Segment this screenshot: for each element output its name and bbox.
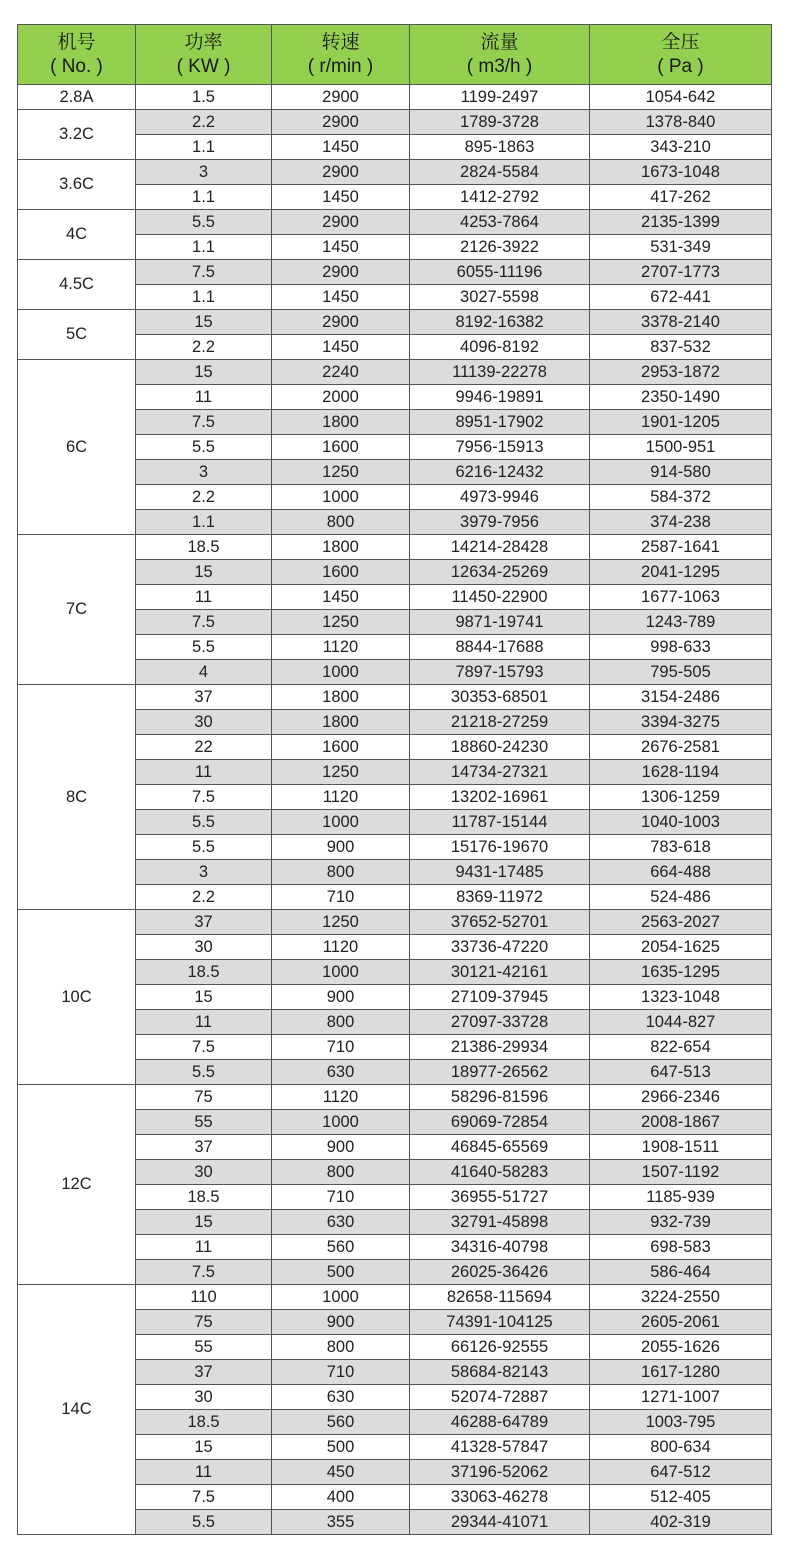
power-cell: 11 — [136, 1460, 272, 1485]
power-cell: 11 — [136, 1010, 272, 1035]
pressure-cell: 1628-1194 — [590, 760, 772, 785]
speed-cell: 630 — [272, 1385, 410, 1410]
table-row — [18, 210, 772, 235]
flow-cell: 9946-19891 — [410, 385, 590, 410]
flow-cell: 11450-22900 — [410, 585, 590, 610]
speed-cell: 1250 — [272, 760, 410, 785]
power-cell: 15 — [136, 560, 272, 585]
speed-cell: 1000 — [272, 810, 410, 835]
pressure-cell: 2563-2027 — [590, 910, 772, 935]
pressure-cell: 672-441 — [590, 285, 772, 310]
speed-cell: 710 — [272, 885, 410, 910]
table-row — [18, 1285, 772, 1310]
flow-cell: 14214-28428 — [410, 535, 590, 560]
speed-cell: 500 — [272, 1260, 410, 1285]
pressure-cell: 2350-1490 — [590, 385, 772, 410]
speed-cell: 560 — [272, 1235, 410, 1260]
power-cell: 22 — [136, 735, 272, 760]
fan-performance-table — [17, 24, 772, 1535]
table-row — [18, 260, 772, 285]
model-cell: 6C — [18, 360, 136, 535]
pressure-cell: 822-654 — [590, 1035, 772, 1060]
flow-cell: 37652-52701 — [410, 910, 590, 935]
speed-cell: 1000 — [272, 485, 410, 510]
power-cell: 15 — [136, 985, 272, 1010]
flow-cell: 33063-46278 — [410, 1485, 590, 1510]
table-row — [18, 160, 772, 185]
flow-cell: 8192-16382 — [410, 310, 590, 335]
flow-cell: 8844-17688 — [410, 635, 590, 660]
speed-cell: 1600 — [272, 435, 410, 460]
pressure-cell: 2587-1641 — [590, 535, 772, 560]
pressure-cell: 837-532 — [590, 335, 772, 360]
speed-cell: 1450 — [272, 585, 410, 610]
power-cell: 7.5 — [136, 410, 272, 435]
pressure-cell: 1673-1048 — [590, 160, 772, 185]
power-cell: 37 — [136, 1360, 272, 1385]
pressure-cell: 586-464 — [590, 1260, 772, 1285]
header-power: 功率 ( KW ) — [136, 25, 272, 85]
pressure-cell: 1617-1280 — [590, 1360, 772, 1385]
power-cell: 1.1 — [136, 510, 272, 535]
power-cell: 7.5 — [136, 785, 272, 810]
header-pressure: 全压 ( Pa ) — [590, 25, 772, 85]
pressure-cell: 1901-1205 — [590, 410, 772, 435]
power-cell: 11 — [136, 385, 272, 410]
flow-cell: 1789-3728 — [410, 110, 590, 135]
flow-cell: 6055-11196 — [410, 260, 590, 285]
speed-cell: 1000 — [272, 960, 410, 985]
flow-cell: 2824-5584 — [410, 160, 590, 185]
speed-cell: 1000 — [272, 660, 410, 685]
pressure-cell: 2605-2061 — [590, 1310, 772, 1335]
power-cell: 55 — [136, 1110, 272, 1135]
power-cell: 5.5 — [136, 810, 272, 835]
power-cell: 2.2 — [136, 110, 272, 135]
flow-cell: 41328-57847 — [410, 1435, 590, 1460]
flow-cell: 21218-27259 — [410, 710, 590, 735]
speed-cell: 1120 — [272, 935, 410, 960]
flow-cell: 9431-17485 — [410, 860, 590, 885]
flow-cell: 1412-2792 — [410, 185, 590, 210]
pressure-cell: 1271-1007 — [590, 1385, 772, 1410]
flow-cell: 14734-27321 — [410, 760, 590, 785]
power-cell: 1.5 — [136, 85, 272, 110]
flow-cell: 18860-24230 — [410, 735, 590, 760]
power-cell: 1.1 — [136, 235, 272, 260]
speed-cell: 800 — [272, 860, 410, 885]
pressure-cell: 2041-1295 — [590, 560, 772, 585]
power-cell: 15 — [136, 1435, 272, 1460]
pressure-cell: 2966-2346 — [590, 1085, 772, 1110]
speed-cell: 500 — [272, 1435, 410, 1460]
power-cell: 18.5 — [136, 1410, 272, 1435]
speed-cell: 2900 — [272, 310, 410, 335]
flow-cell: 36955-51727 — [410, 1185, 590, 1210]
flow-cell: 82658-115694 — [410, 1285, 590, 1310]
power-cell: 7.5 — [136, 260, 272, 285]
pressure-cell: 3378-2140 — [590, 310, 772, 335]
pressure-cell: 800-634 — [590, 1435, 772, 1460]
power-cell: 4 — [136, 660, 272, 685]
speed-cell: 630 — [272, 1210, 410, 1235]
flow-cell: 895-1863 — [410, 135, 590, 160]
table-row — [18, 910, 772, 935]
speed-cell: 2240 — [272, 360, 410, 385]
pressure-cell: 1040-1003 — [590, 810, 772, 835]
speed-cell: 1120 — [272, 635, 410, 660]
table-row — [18, 110, 772, 135]
speed-cell: 800 — [272, 1335, 410, 1360]
pressure-cell: 1185-939 — [590, 1185, 772, 1210]
flow-cell: 3027-5598 — [410, 285, 590, 310]
speed-cell: 1800 — [272, 410, 410, 435]
pressure-cell: 1054-642 — [590, 85, 772, 110]
speed-cell: 355 — [272, 1510, 410, 1535]
power-cell: 18.5 — [136, 960, 272, 985]
table-row — [18, 685, 772, 710]
pressure-cell: 3224-2550 — [590, 1285, 772, 1310]
pressure-cell: 2953-1872 — [590, 360, 772, 385]
header-row — [18, 25, 772, 85]
speed-cell: 1600 — [272, 560, 410, 585]
pressure-cell: 2008-1867 — [590, 1110, 772, 1135]
header-model: 机号 ( No. ) — [18, 25, 136, 85]
model-cell: 14C — [18, 1285, 136, 1535]
pressure-cell: 664-488 — [590, 860, 772, 885]
speed-cell: 630 — [272, 1060, 410, 1085]
speed-cell: 400 — [272, 1485, 410, 1510]
speed-cell: 1250 — [272, 460, 410, 485]
speed-cell: 900 — [272, 835, 410, 860]
table-row — [18, 1085, 772, 1110]
speed-cell: 1000 — [272, 1110, 410, 1135]
pressure-cell: 795-505 — [590, 660, 772, 685]
power-cell: 2.2 — [136, 335, 272, 360]
flow-cell: 6216-12432 — [410, 460, 590, 485]
flow-cell: 58296-81596 — [410, 1085, 590, 1110]
power-cell: 1.1 — [136, 185, 272, 210]
flow-cell: 30353-68501 — [410, 685, 590, 710]
power-cell: 5.5 — [136, 435, 272, 460]
power-cell: 2.2 — [136, 885, 272, 910]
pressure-cell: 1908-1511 — [590, 1135, 772, 1160]
pressure-cell: 512-405 — [590, 1485, 772, 1510]
model-cell: 2.8A — [18, 85, 136, 110]
header-flow: 流量 ( m3/h ) — [410, 25, 590, 85]
flow-cell: 34316-40798 — [410, 1235, 590, 1260]
flow-cell: 66126-92555 — [410, 1335, 590, 1360]
pressure-cell: 1635-1295 — [590, 960, 772, 985]
flow-cell: 41640-58283 — [410, 1160, 590, 1185]
speed-cell: 900 — [272, 1135, 410, 1160]
speed-cell: 2900 — [272, 85, 410, 110]
pressure-cell: 524-486 — [590, 885, 772, 910]
speed-cell: 1450 — [272, 185, 410, 210]
power-cell: 30 — [136, 935, 272, 960]
model-cell: 12C — [18, 1085, 136, 1285]
flow-cell: 27097-33728 — [410, 1010, 590, 1035]
speed-cell: 900 — [272, 985, 410, 1010]
power-cell: 75 — [136, 1085, 272, 1110]
flow-cell: 37196-52062 — [410, 1460, 590, 1485]
flow-cell: 74391-104125 — [410, 1310, 590, 1335]
power-cell: 5.5 — [136, 210, 272, 235]
flow-cell: 33736-47220 — [410, 935, 590, 960]
pressure-cell: 531-349 — [590, 235, 772, 260]
pressure-cell: 1306-1259 — [590, 785, 772, 810]
power-cell: 3 — [136, 860, 272, 885]
speed-cell: 2900 — [272, 260, 410, 285]
flow-cell: 2126-3922 — [410, 235, 590, 260]
speed-cell: 2900 — [272, 160, 410, 185]
pressure-cell: 1243-789 — [590, 610, 772, 635]
flow-cell: 7956-15913 — [410, 435, 590, 460]
table-row — [18, 535, 772, 560]
flow-cell: 8951-17902 — [410, 410, 590, 435]
power-cell: 18.5 — [136, 1185, 272, 1210]
flow-cell: 52074-72887 — [410, 1385, 590, 1410]
model-cell: 5C — [18, 310, 136, 360]
flow-cell: 46845-65569 — [410, 1135, 590, 1160]
model-cell: 4C — [18, 210, 136, 260]
pressure-cell: 402-319 — [590, 1510, 772, 1535]
flow-cell: 32791-45898 — [410, 1210, 590, 1235]
model-cell: 8C — [18, 685, 136, 910]
pressure-cell: 2055-1626 — [590, 1335, 772, 1360]
flow-cell: 58684-82143 — [410, 1360, 590, 1385]
pressure-cell: 647-512 — [590, 1460, 772, 1485]
pressure-cell: 584-372 — [590, 485, 772, 510]
pressure-cell: 1677-1063 — [590, 585, 772, 610]
power-cell: 37 — [136, 685, 272, 710]
model-cell: 3.2C — [18, 110, 136, 160]
pressure-cell: 783-618 — [590, 835, 772, 860]
power-cell: 18.5 — [136, 535, 272, 560]
pressure-cell: 2135-1399 — [590, 210, 772, 235]
speed-cell: 2000 — [272, 385, 410, 410]
model-cell: 7C — [18, 535, 136, 685]
speed-cell: 800 — [272, 1160, 410, 1185]
flow-cell: 1199-2497 — [410, 85, 590, 110]
pressure-cell: 1378-840 — [590, 110, 772, 135]
power-cell: 5.5 — [136, 635, 272, 660]
flow-cell: 12634-25269 — [410, 560, 590, 585]
speed-cell: 1250 — [272, 610, 410, 635]
power-cell: 15 — [136, 310, 272, 335]
power-cell: 15 — [136, 1210, 272, 1235]
power-cell: 3 — [136, 160, 272, 185]
speed-cell: 2900 — [272, 110, 410, 135]
pressure-cell: 2676-2581 — [590, 735, 772, 760]
flow-cell: 8369-11972 — [410, 885, 590, 910]
speed-cell: 1450 — [272, 135, 410, 160]
power-cell: 11 — [136, 760, 272, 785]
power-cell: 30 — [136, 710, 272, 735]
flow-cell: 21386-29934 — [410, 1035, 590, 1060]
flow-cell: 29344-41071 — [410, 1510, 590, 1535]
pressure-cell: 374-238 — [590, 510, 772, 535]
speed-cell: 1800 — [272, 535, 410, 560]
model-cell: 3.6C — [18, 160, 136, 210]
pressure-cell: 343-210 — [590, 135, 772, 160]
speed-cell: 1250 — [272, 910, 410, 935]
pressure-cell: 914-580 — [590, 460, 772, 485]
speed-cell: 800 — [272, 510, 410, 535]
flow-cell: 11787-15144 — [410, 810, 590, 835]
flow-cell: 30121-42161 — [410, 960, 590, 985]
pressure-cell: 1323-1048 — [590, 985, 772, 1010]
speed-cell: 1450 — [272, 335, 410, 360]
model-cell: 4.5C — [18, 260, 136, 310]
power-cell: 11 — [136, 585, 272, 610]
power-cell: 5.5 — [136, 1060, 272, 1085]
speed-cell: 1000 — [272, 1285, 410, 1310]
speed-cell: 2900 — [272, 210, 410, 235]
speed-cell: 710 — [272, 1360, 410, 1385]
pressure-cell: 417-262 — [590, 185, 772, 210]
speed-cell: 1800 — [272, 710, 410, 735]
pressure-cell: 3154-2486 — [590, 685, 772, 710]
pressure-cell: 2054-1625 — [590, 935, 772, 960]
power-cell: 7.5 — [136, 610, 272, 635]
pressure-cell: 998-633 — [590, 635, 772, 660]
power-cell: 1.1 — [136, 135, 272, 160]
flow-cell: 7897-15793 — [410, 660, 590, 685]
power-cell: 30 — [136, 1385, 272, 1410]
flow-cell: 9871-19741 — [410, 610, 590, 635]
table-header — [18, 25, 772, 85]
speed-cell: 1120 — [272, 1085, 410, 1110]
pressure-cell: 1044-827 — [590, 1010, 772, 1035]
flow-cell: 69069-72854 — [410, 1110, 590, 1135]
power-cell: 2.2 — [136, 485, 272, 510]
power-cell: 7.5 — [136, 1260, 272, 1285]
pressure-cell: 2707-1773 — [590, 260, 772, 285]
flow-cell: 46288-64789 — [410, 1410, 590, 1435]
speed-cell: 1450 — [272, 285, 410, 310]
table-row — [18, 85, 772, 110]
table-row — [18, 310, 772, 335]
model-cell: 10C — [18, 910, 136, 1085]
speed-cell: 1600 — [272, 735, 410, 760]
speed-cell: 710 — [272, 1185, 410, 1210]
flow-cell: 26025-36426 — [410, 1260, 590, 1285]
power-cell: 1.1 — [136, 285, 272, 310]
power-cell: 3 — [136, 460, 272, 485]
flow-cell: 13202-16961 — [410, 785, 590, 810]
pressure-cell: 1507-1192 — [590, 1160, 772, 1185]
speed-cell: 1450 — [272, 235, 410, 260]
power-cell: 15 — [136, 360, 272, 385]
pressure-cell: 1003-795 — [590, 1410, 772, 1435]
power-cell: 110 — [136, 1285, 272, 1310]
power-cell: 37 — [136, 910, 272, 935]
speed-cell: 800 — [272, 1010, 410, 1035]
table-body — [18, 85, 772, 1535]
power-cell: 30 — [136, 1160, 272, 1185]
header-speed: 转速 ( r/min ) — [272, 25, 410, 85]
table-row — [18, 360, 772, 385]
power-cell: 5.5 — [136, 835, 272, 860]
speed-cell: 710 — [272, 1035, 410, 1060]
pressure-cell: 3394-3275 — [590, 710, 772, 735]
flow-cell: 18977-26562 — [410, 1060, 590, 1085]
flow-cell: 15176-19670 — [410, 835, 590, 860]
pressure-cell: 1500-951 — [590, 435, 772, 460]
power-cell: 55 — [136, 1335, 272, 1360]
speed-cell: 900 — [272, 1310, 410, 1335]
pressure-cell: 698-583 — [590, 1235, 772, 1260]
power-cell: 7.5 — [136, 1485, 272, 1510]
pressure-cell: 932-739 — [590, 1210, 772, 1235]
pressure-cell: 647-513 — [590, 1060, 772, 1085]
speed-cell: 1120 — [272, 785, 410, 810]
power-cell: 37 — [136, 1135, 272, 1160]
flow-cell: 4973-9946 — [410, 485, 590, 510]
flow-cell: 3979-7956 — [410, 510, 590, 535]
flow-cell: 4253-7864 — [410, 210, 590, 235]
power-cell: 75 — [136, 1310, 272, 1335]
speed-cell: 450 — [272, 1460, 410, 1485]
flow-cell: 11139-22278 — [410, 360, 590, 385]
speed-cell: 560 — [272, 1410, 410, 1435]
power-cell: 5.5 — [136, 1510, 272, 1535]
power-cell: 7.5 — [136, 1035, 272, 1060]
speed-cell: 1800 — [272, 685, 410, 710]
flow-cell: 27109-37945 — [410, 985, 590, 1010]
flow-cell: 4096-8192 — [410, 335, 590, 360]
power-cell: 11 — [136, 1235, 272, 1260]
